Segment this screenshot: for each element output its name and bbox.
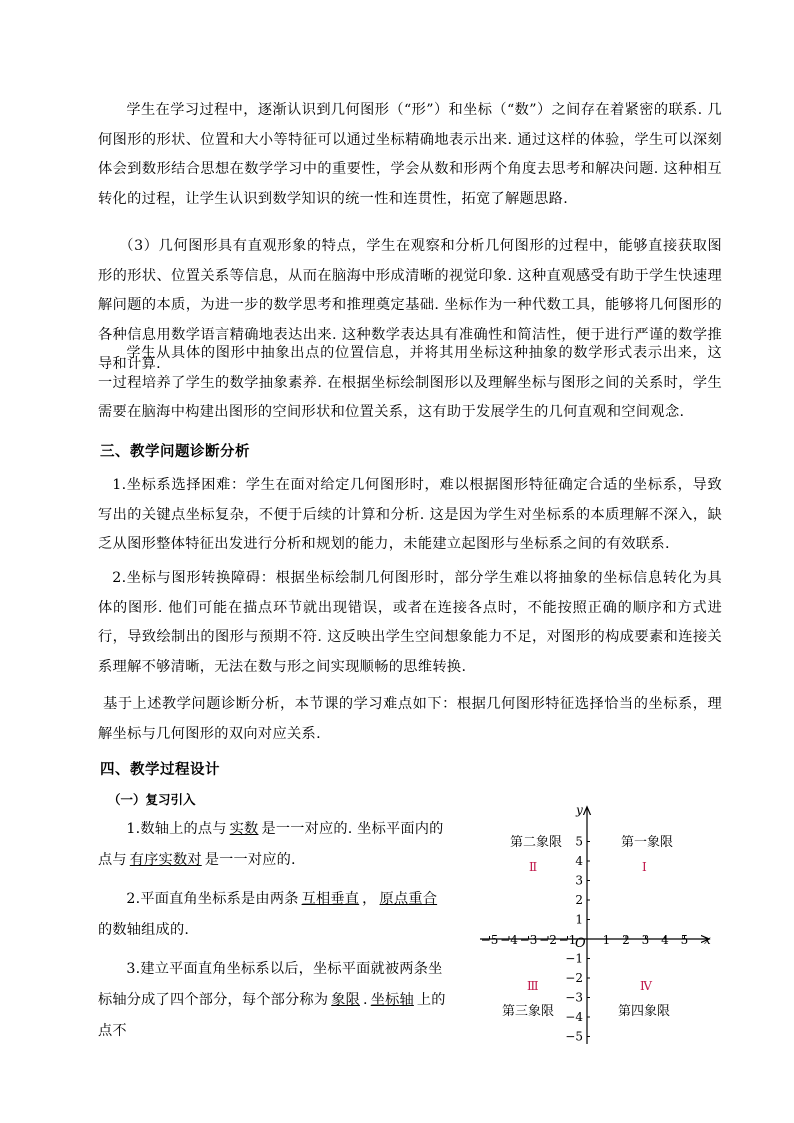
quadrant-numeral-1: Ⅰ [642, 860, 647, 874]
review-question-3: 3.建立平面直角坐标系以后，坐标平面就被两条坐标轴分成了四个部分，每个部分称为 象限 . 坐标轴 上的点不 [98, 961, 446, 1039]
y-tick-label: −4 [565, 1010, 583, 1024]
y-tick-label: 4 [575, 854, 583, 868]
x-tick-label: 5 [680, 933, 689, 947]
y-tick-label: 5 [575, 834, 583, 849]
review-question-2: 2.平面直角坐标系是由两条 互相垂直 ， 原点重合的数轴组成的. [98, 884, 448, 946]
blank-answer: 象限 [331, 992, 360, 1008]
y-tick-label: −2 [565, 971, 583, 985]
y-tick-label: 2 [575, 893, 583, 907]
y-tick-label: −1 [565, 951, 583, 966]
summary-text: 基于上述教学问题诊断分析，本节课的学习难点如下：根据几何图形特征选择恰当的坐标系，理解坐标与几何图形的双向对应关系. [98, 696, 722, 742]
quadrant-numeral-3: Ⅲ [527, 979, 539, 993]
paragraph-conversion-barrier: 2.坐标与图形转换障碍：根据坐标绘制几何图形时，部分学生难以将抽象的坐标信息转化为具体的图形. 他们可能在描点环节就出现错误，或者在连接各点时，不能按照正确的顺序和方式进行，导致绘制出的图形与预期不符. 这反映出学生空间想象能力不足，对图形的构成要素和连接关系理解不够清晰，无法在数与形之间实现顺畅的思维转换. [98, 570, 722, 675]
y-tick-label: −3 [565, 990, 583, 1005]
y-tick-label: −5 [565, 1029, 583, 1044]
blank-answer: 原点重合 [379, 891, 438, 907]
paragraph-number-shape-relation: 学生在学习过程中，逐渐认识到几何图形（“形”）和坐标（“数”）之间存在着紧密的联系. 几何图形的形状、位置和大小等特征可以通过坐标精确地表示出来. 通过这样的体验，学生可以深刻体会到数形结合思想在数学学习中的重要性，学会从数和形两个角度去思考和解决问题. 这种相互转化的过程，让学生认识到数学知识的统一性和连贯性，拓宽了解题思路. [98, 102, 722, 207]
y-axis-label: y [576, 803, 583, 817]
quadrant-numeral-4: Ⅳ [640, 979, 652, 993]
section-heading-diagnosis: 三、教学问题诊断分析 [100, 444, 250, 460]
x-tick-label: −5 [480, 933, 499, 947]
coordinate-plane-figure [470, 800, 720, 1050]
x-tick-label: 3 [641, 933, 650, 947]
review-question-1: 1.数轴上的点与 实数 是一一对应的. 坐标平面内的点与 有序实数对 是一一对应的. [98, 821, 444, 868]
quadrant-numeral-2: Ⅱ [529, 860, 538, 874]
quadrant-label-2: 第二象限 [510, 835, 563, 850]
paragraph-abstraction: 学生从具体的图形中抽象出点的位置信息，并将其用坐标这种抽象的数学形式表示出来，这一过程培养了学生的数学抽象素养. 在根据坐标绘制图形以及理解坐标与图形之间的关系时，学生需要在脑海中构建出图形的空间形状和位置关系，这有助于发展学生的几何直观和空间观念. [98, 345, 722, 421]
section-heading-process: 四、教学过程设计 [100, 762, 220, 778]
x-tick-label: −4 [500, 933, 518, 947]
quadrant-label-1: 第一象限 [621, 835, 674, 850]
x-tick-label: 4 [661, 933, 669, 947]
origin-label: O [575, 936, 586, 951]
review-questions [98, 814, 448, 1047]
blank-answer: 有序实数对 [129, 852, 202, 868]
paragraph-difficulty-summary [98, 690, 722, 749]
quadrant-label-3: 第三象限 [502, 1004, 555, 1019]
x-tick-label: 2 [622, 933, 630, 947]
paragraph-intuition: （3）几何图形具有直观形象的特点，学生在观察和分析几何图形的过程中，能够直接获取图形的形状、位置关系等信息，从而在脑海中形成清晰的视觉印象. 这种直观感受有助于学生快速理解问题的本质，为进一步的数学思考和推理奠定基础. 坐标作为一种代数工具，能够将几何图形的各种信息用数学语言精确地表达出来. 这种数学表达具有准确性和简洁性，便于进行严谨的数学推导和计算. [98, 238, 722, 373]
quadrant-label-4: 第四象限 [618, 1004, 671, 1019]
blank-answer: 坐标轴 [370, 992, 414, 1008]
x-tick-label: −3 [519, 933, 538, 947]
blank-answer: 互相垂直 [301, 891, 360, 907]
blank-answer: 实数 [229, 821, 259, 837]
y-tick-label: 1 [575, 912, 583, 927]
x-tick-label: 1 [602, 933, 611, 947]
x-axis-label: x [704, 933, 711, 947]
paragraph-coordinate-choice: 1.坐标系选择困难：学生在面对给定几何图形时，难以根据图形特征确定合适的坐标系，导致写出的关键点坐标复杂，不便于后续的计算和分析. 这是因为学生对坐标系的本质理解不深入，缺乏从图形整体特征出发进行分析和规划的能力，未能建立起图形与坐标系之间的有效联系. [98, 477, 722, 553]
x-tick-label: −2 [539, 933, 557, 947]
y-tick-label: 3 [575, 873, 583, 888]
subheading-review: （一）复习引入 [108, 792, 196, 807]
x-tick-label: −1 [558, 933, 577, 947]
